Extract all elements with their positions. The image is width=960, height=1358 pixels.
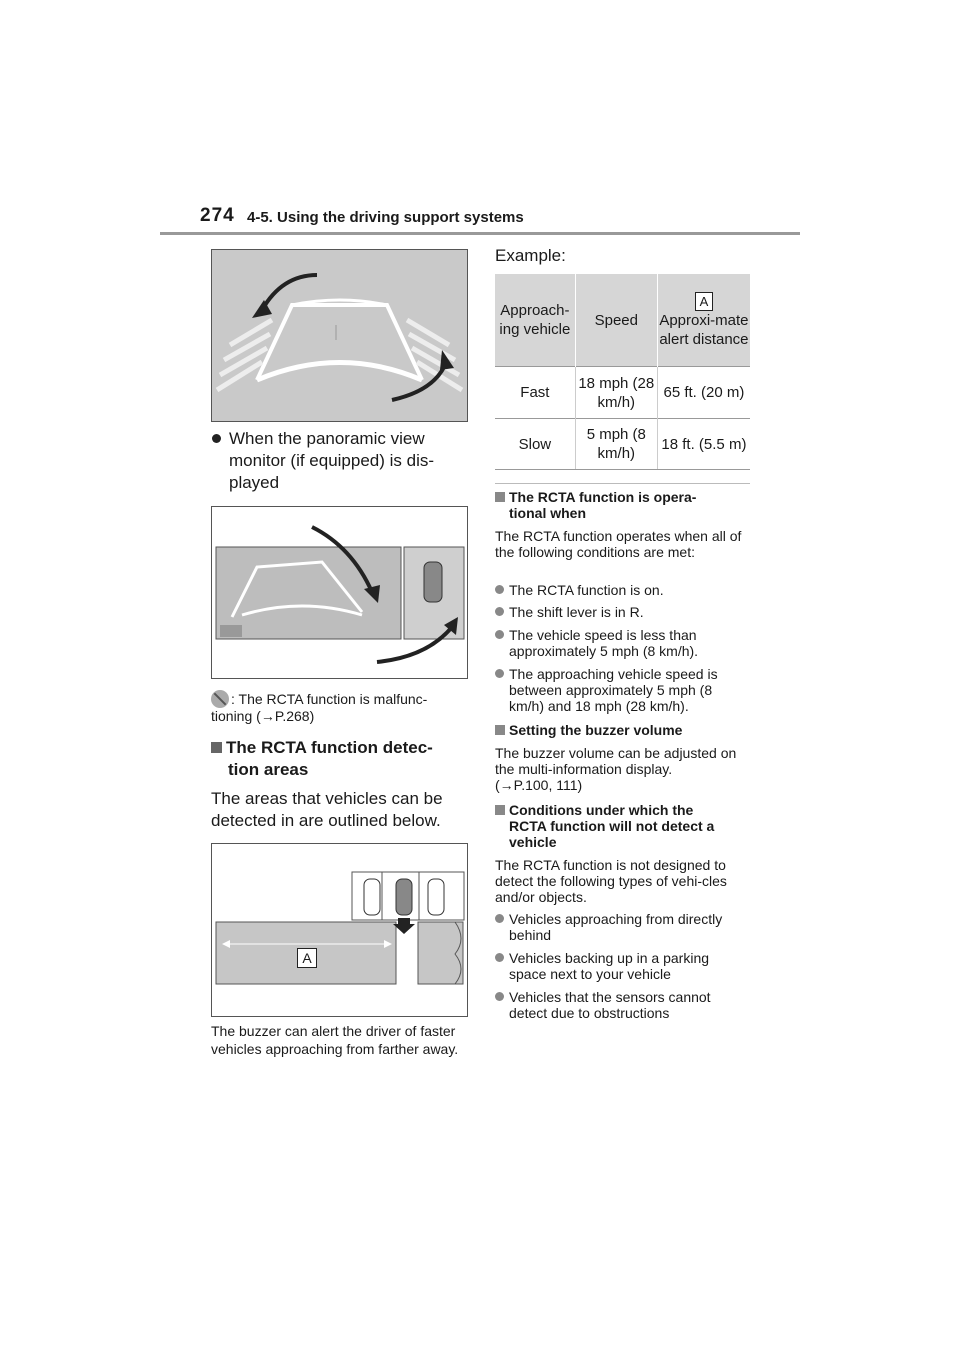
buzzer-page-ref: P.100, 111): [513, 777, 583, 793]
buzzer-volume-heading: [495, 722, 755, 738]
operational-heading-text-2: tional when: [509, 505, 586, 521]
alert-distance-table: [495, 274, 750, 470]
list-item: [495, 950, 750, 982]
header-approaching-vehicle: Approach-ing vehicle: [495, 274, 575, 367]
detection-heading-text-2: tion areas: [228, 760, 309, 779]
heading-square-icon: [211, 742, 222, 753]
header-rule: [160, 232, 800, 235]
area-marker-A: A: [297, 948, 317, 968]
bullet-dot: [495, 630, 504, 639]
table-header-row: [495, 274, 750, 367]
buzzer-caption: The buzzer can alert the driver of faster vehicles approaching from farther away.: [211, 1023, 459, 1057]
conditions-heading-text-2: RCTA function will not detect a: [509, 818, 715, 834]
cell-vehicle: Slow: [495, 419, 575, 470]
bullet-dot: [495, 953, 504, 962]
cell-speed: 18 mph (28 km/h): [575, 367, 657, 419]
detection-areas-heading: [211, 737, 471, 781]
detection-area-figure: [211, 843, 468, 1017]
operational-intro: The RCTA function operates when all of the following conditions are met:: [495, 528, 742, 560]
panoramic-bullet: [212, 428, 462, 494]
bullet-dot: [495, 914, 504, 923]
bullet-dot: [212, 434, 221, 443]
list-item: [495, 627, 750, 659]
conditions-heading: [495, 802, 755, 850]
header-alert-distance: [657, 274, 750, 367]
buzzer-volume-text: The buzzer volume can be adjusted on the multi-information display.: [495, 745, 737, 777]
heading-square-icon: [495, 805, 505, 815]
list-item: [495, 582, 750, 598]
arrow-icon: →: [499, 777, 514, 793]
page-number: 274: [200, 205, 235, 226]
panoramic-text: When the panoramic view monitor (if equipped) is dis-played: [229, 429, 435, 492]
example-label: Example:: [495, 246, 566, 265]
rear-camera-figure: [211, 249, 468, 422]
list-item: [495, 989, 750, 1021]
header-speed: Speed: [575, 274, 657, 367]
cell-distance: 65 ft. (20 m): [657, 367, 750, 419]
list-item-text: The approaching vehicle speed is between approximately 5 mph (8 km/h) and 18 mph (28 km/h).: [509, 666, 718, 714]
list-item: [495, 911, 750, 943]
cell-distance: 18 ft. (5.5 m): [657, 419, 750, 470]
conditions-heading-text-3: vehicle: [509, 834, 557, 850]
malfunction-note-text-2: tioning (: [211, 708, 261, 724]
list-item-text: The RCTA function is on.: [509, 582, 664, 598]
buzzer-heading-text: Setting the buzzer volume: [509, 722, 683, 738]
conditions-heading-text-1: Conditions under which the: [509, 802, 694, 818]
panoramic-monitor-figure: [211, 506, 468, 679]
bullet-dot: [495, 585, 504, 594]
detection-text: The areas that vehicles can be detected in are outlined below.: [211, 789, 443, 830]
malfunction-page-ref: P.268): [274, 708, 315, 724]
list-item-text: Vehicles approaching from directly behind: [509, 911, 723, 943]
malfunction-note-text: : The RCTA function is malfunc-: [231, 691, 428, 707]
conditions-intro: The RCTA function is not designed to detect the following types of vehi-cles and/or objects.: [495, 857, 727, 905]
section-title: 4-5. Using the driving support systems: [247, 209, 524, 226]
list-item-text: The vehicle speed is less than approximately 5 mph (8 km/h).: [509, 627, 699, 659]
header-marker-A: A: [695, 292, 713, 311]
malfunction-note: [211, 690, 471, 724]
header-alert-distance-text: Approxi-mate alert distance: [659, 311, 749, 348]
operational-heading-text-1: The RCTA function is opera-: [509, 489, 697, 505]
detection-heading-text-1: The RCTA function detec-: [226, 738, 433, 757]
bullet-dot: [495, 607, 504, 616]
arrow-icon: →: [260, 708, 275, 724]
malfunction-indicator-icon: [211, 690, 229, 708]
table-row: [495, 419, 750, 470]
bullet-dot: [495, 992, 504, 1001]
section-divider: [495, 483, 750, 484]
list-item: [495, 666, 750, 714]
buzzer-ref: (→P.100, 111): [495, 777, 583, 793]
cell-vehicle: Fast: [495, 367, 575, 419]
table-row: [495, 367, 750, 419]
heading-square-icon: [495, 492, 505, 502]
bullet-dot: [495, 669, 504, 678]
list-item-text: The shift lever is in R.: [509, 604, 644, 620]
list-item-text: Vehicles backing up in a parking space next to your vehicle: [509, 950, 710, 982]
heading-square-icon: [495, 725, 505, 735]
list-item: [495, 604, 750, 620]
cell-speed: 5 mph (8 km/h): [575, 419, 657, 470]
list-item-text: Vehicles that the sensors cannot detect due to obstructions: [509, 989, 711, 1021]
operational-heading: [495, 489, 755, 521]
